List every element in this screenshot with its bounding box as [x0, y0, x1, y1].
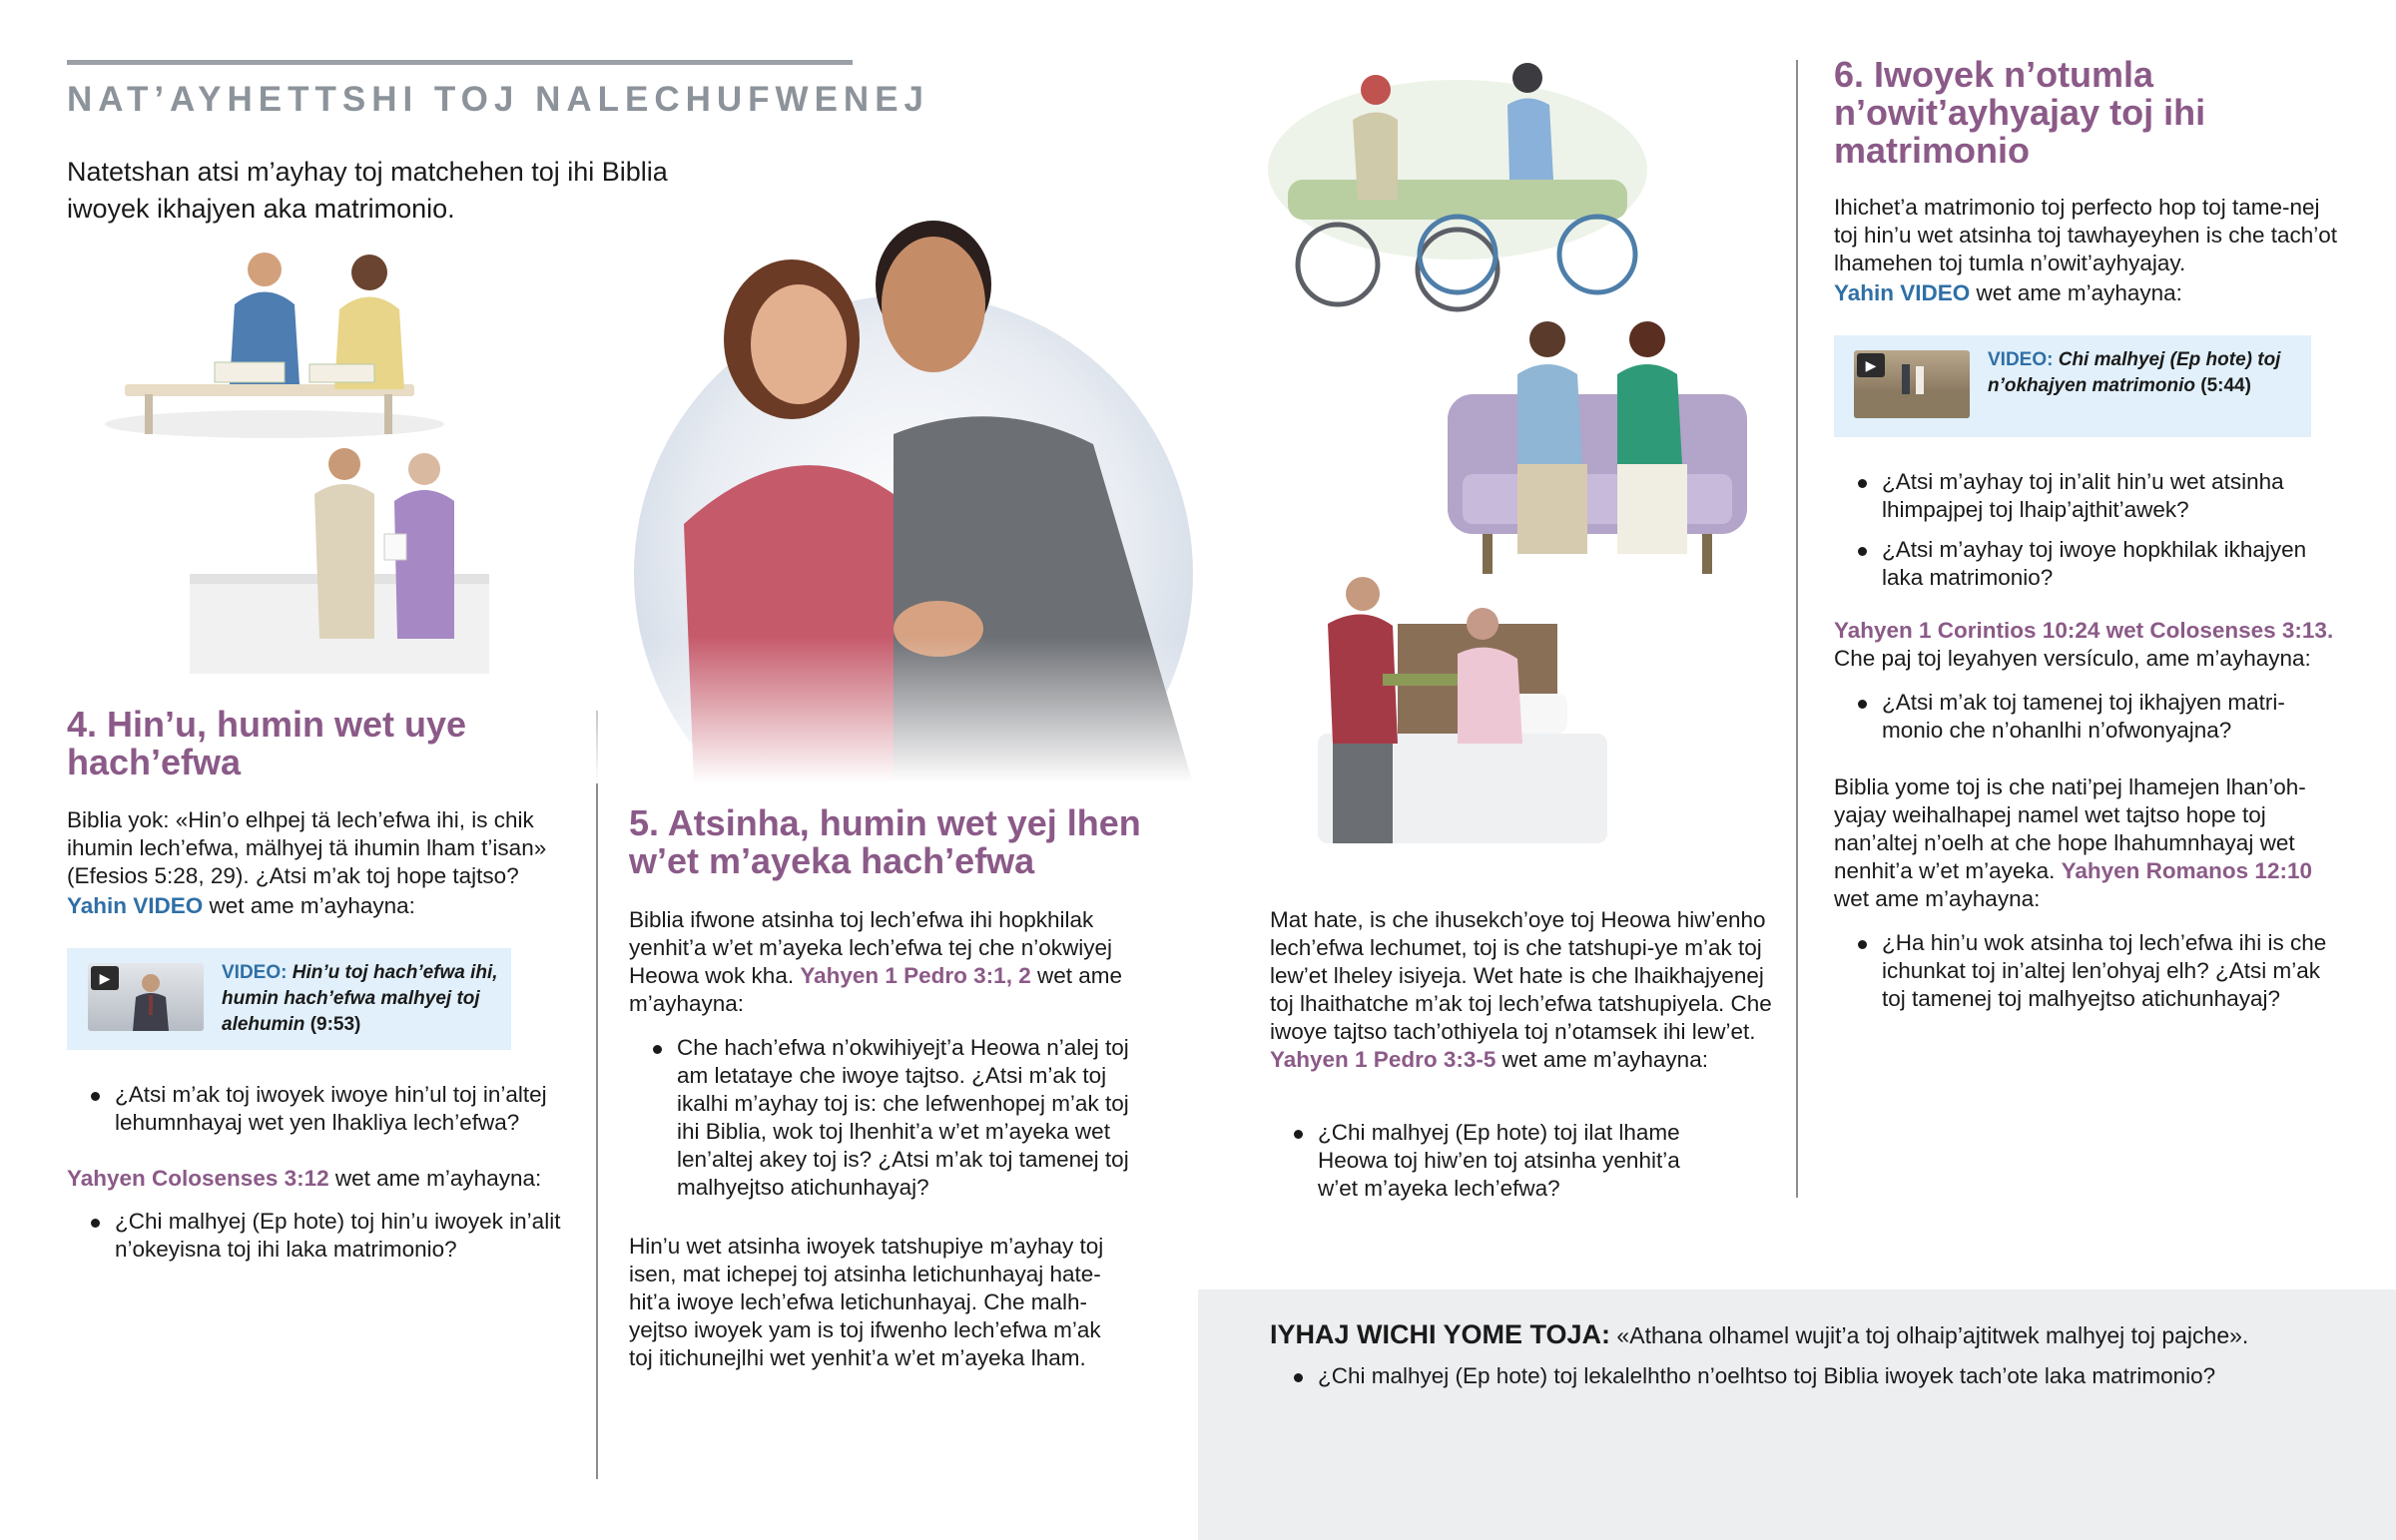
video-title: Chi malhyej (Ep hote) toj n’okhajyen matrimonio	[1988, 349, 2281, 396]
couple-cycling-illustration	[1258, 60, 1657, 329]
play-icon[interactable]: ▶	[91, 966, 119, 990]
section-5-body-text: Biblia ifwone atsinha toj lech’efwa ihi hopkhilak yenhit’a w’et m’ayeka lech’efwa tej che n’okwiyej Heowa wok kha.	[629, 907, 1112, 988]
section-6-question: ¿Atsi m’ak toj tamenej toj ikhajyen matri-monio che n’ohanlhi n’ofwonyajna?	[1834, 689, 2343, 745]
video-duration: (9:53)	[309, 1014, 361, 1035]
section-6-ref[interactable]: Yahyen 1 Corintios 10:24 wet Colosenses 3:13.	[1834, 618, 2334, 643]
couple-studying-illustration	[95, 245, 454, 439]
header-rule	[67, 60, 853, 65]
section-mid-body-after: wet ame m’ayhayna:	[1496, 1047, 1708, 1072]
section-5-title: 5. Atsinha, humin wet yej lhen w’et m’ayeka hach’efwa	[629, 802, 1141, 881]
section-mid-ref[interactable]: Yahyen 1 Pedro 3:3-5	[1270, 1047, 1497, 1072]
summary-questions	[1270, 1362, 2368, 1402]
section-4-questions-2	[67, 1208, 566, 1276]
section-4-video-thumbnail[interactable]	[88, 963, 204, 1031]
section-6-questions-2	[1834, 689, 2343, 757]
caring-for-sick-wife-illustration	[1268, 574, 1617, 858]
column-divider	[596, 711, 598, 1479]
section-5-questions	[629, 1034, 1133, 1214]
section-6-video-thumbnail[interactable]	[1854, 350, 1970, 418]
section-mid-body-text: Mat hate, is che ihusekch’oye toj Heowa hiw’enho lech’efwa lechumet, toj is che tatshupi-ye m’ak toj lew’et lheley isiyeja. Wet hate is che lhaikhajyenej toj lhaithatche m’ak toj lech’efwa tatshupiyela. Che iwoye tajtso tach’othiyela toj n’otamsek ihi lew’et.	[1270, 907, 1772, 1044]
section-4-title: 4. Hin’u, humin wet uye hach’efwa	[67, 704, 467, 782]
summary-text: «Athana olhamel wujit’a toj olhaip’ajtitwek malhyej toj pajche».	[1610, 1322, 2249, 1348]
section-6-video-after: wet ame m’ayhayna:	[1970, 280, 2182, 305]
section-6-questions-1	[1834, 468, 2343, 604]
section-6-video-line	[1834, 279, 2343, 307]
couple-holding-hands-illustration	[594, 195, 1233, 783]
summary-line	[1270, 1319, 2368, 1350]
section-kicker: NAT’AYHETTSHI TOJ NALECHUFWENEJ	[67, 80, 930, 119]
play-icon[interactable]: ▶	[1857, 353, 1885, 377]
section-6-video-card[interactable]	[1834, 335, 2311, 437]
section-5-question: Che hach’efwa n’okwihiyejt’a Heowa n’alej toj am letataye che iwoye tajtso. ¿Atsi m’ak toj ikalhi m’ayhay toj is: che lefwenhopej m’ak toj ihi Biblia, wok toj lhenhit’a w’et m’ayeka wet len’altej akey toj is? ¿Atsi m’ak toj tamenej toj malhyejtso atichunhayaj?	[629, 1034, 1133, 1202]
section-5-body2: Hin’u wet atsinha iwoyek tatshupiye m’ayhay toj isen, mat ichepej toj atsinha letichunhayaj hate-hit’a iwoye lech’efwa letichunhayaj. Che malh-yejtso iwoyek yam is toj ifwenho lech’efwa m’ak toj itichunejlhi wet yenhit’a w’et m’ayeka lham.	[629, 1234, 1104, 1370]
section-5-body-after: wet ame m’ayhayna:	[629, 963, 1123, 1016]
section-4-video-card[interactable]	[67, 948, 511, 1050]
couple-cooking-illustration	[180, 439, 509, 679]
section-6-ref-block	[1834, 617, 2343, 673]
section-4-body: Biblia yok: «Hin’o elhpej tä lech’efwa ihi, is chik ihumin lech’efwa, mälhyej tä ihumin lham t’isan» (Efesios 5:28, 29). ¿Atsi m’ak toj hope tajtso?	[67, 807, 547, 888]
section-4-ref[interactable]: Yahyen Colosenses 3:12	[67, 1166, 329, 1191]
couple-on-sofa-illustration	[1438, 314, 1767, 584]
intro-text: Natetshan atsi m’ayhay toj matchehen toj ihi Biblia iwoyek ikhajyen aka matrimonio.	[67, 157, 668, 224]
video-duration: (5:44)	[2200, 375, 2251, 396]
section-5-ref[interactable]: Yahyen 1 Pedro 3:1, 2	[800, 963, 1031, 988]
section-6-questions-3	[1834, 929, 2343, 1025]
section-4-questions-1	[67, 1081, 566, 1149]
summary-label: IYHAJ WICHI YOME TOJA:	[1270, 1319, 1611, 1349]
section-6-body2	[1834, 773, 2343, 913]
section-6-question: ¿Atsi m’ayhay toj in’alit hin’u wet atsinha lhimpajpej toj lhaip’ajthit’awek?	[1834, 468, 2343, 524]
section-6-title: 6. Iwoyek n’otumla n’owit’ayhyajay toj ihi matrimonio	[1834, 54, 2206, 171]
video-label: VIDEO:	[222, 962, 288, 983]
section-6-ref2[interactable]: Yahyen Romanos 12:10	[2061, 858, 2312, 883]
section-6-body2-text: Biblia yome toj is che nati’pej lhamejen lhan’oh-yajay weihalhapej namel wet tajtso hope toj nan’altej n’oelh at che hope lhahumnhayaj wet nenhit’a w’et m’ayeka.	[1834, 774, 2306, 883]
section-4-video-link[interactable]: Yahin VIDEO	[67, 893, 204, 918]
section-mid-questions	[1270, 1119, 1709, 1215]
section-4-video-line	[67, 892, 576, 920]
section-5-body	[629, 906, 1128, 1018]
section-6-body: Ihichet’a matrimonio toj perfecto hop toj tame-nej toj hin’u wet atsinha toj tawhayeyhen is che tach’ot lhamehen toj tumla n’owit’ayhyajay.	[1834, 195, 2338, 275]
section-4-question: ¿Chi malhyej (Ep hote) toj hin’u iwoyek in’alit n’okeyisna toj ihi laka matrimonio?	[67, 1208, 566, 1264]
column-divider	[1796, 60, 1798, 1198]
section-mid-body	[1270, 906, 1774, 1074]
section-4-ref-after: wet ame m’ayhayna:	[328, 1166, 542, 1191]
section-6-video-caption[interactable]	[1988, 347, 2305, 399]
section-mid-question: ¿Chi malhyej (Ep hote) toj ilat lhame Heowa toj hiw’en toj atsinha yenhit’a w’et m’ayeka lech’efwa?	[1270, 1119, 1709, 1203]
section-6-question: ¿Ha hin’u wok atsinha toj lech’efwa ihi is che ichunkat toj in’altej len’ohyaj elh? ¿Atsi m’ak toj tamenej toj malhyejtso atichunhayaj?	[1834, 929, 2343, 1013]
section-4-ref-line	[67, 1165, 576, 1193]
summary-question: ¿Chi malhyej (Ep hote) toj lekalelhtho n’oelhtso toj Biblia iwoyek tach’ote laka matrimonio?	[1270, 1362, 2368, 1390]
section-4-video-caption[interactable]	[222, 960, 506, 1038]
section-6-question: ¿Atsi m’ayhay toj iwoye hopkhilak ikhajyen laka matrimonio?	[1834, 536, 2343, 592]
video-title: Hin’u toj hach’efwa ihi, humin hach’efwa malhyej toj alehumin	[222, 962, 498, 1035]
section-6-ref-after: Che paj toj leyahyen versículo, ame m’ayhayna:	[1834, 646, 2311, 671]
section-6-video-link[interactable]: Yahin VIDEO	[1834, 280, 1971, 305]
video-label: VIDEO:	[1988, 349, 2054, 370]
section-6-body2-after: wet ame m’ayhayna:	[1834, 886, 2041, 911]
section-4-video-after: wet ame m’ayhayna:	[203, 893, 415, 918]
section-4-question: ¿Atsi m’ak toj iwoyek iwoye hin’ul toj in’altej lehumnhayaj wet yen lhakliya lech’efwa?	[67, 1081, 566, 1137]
